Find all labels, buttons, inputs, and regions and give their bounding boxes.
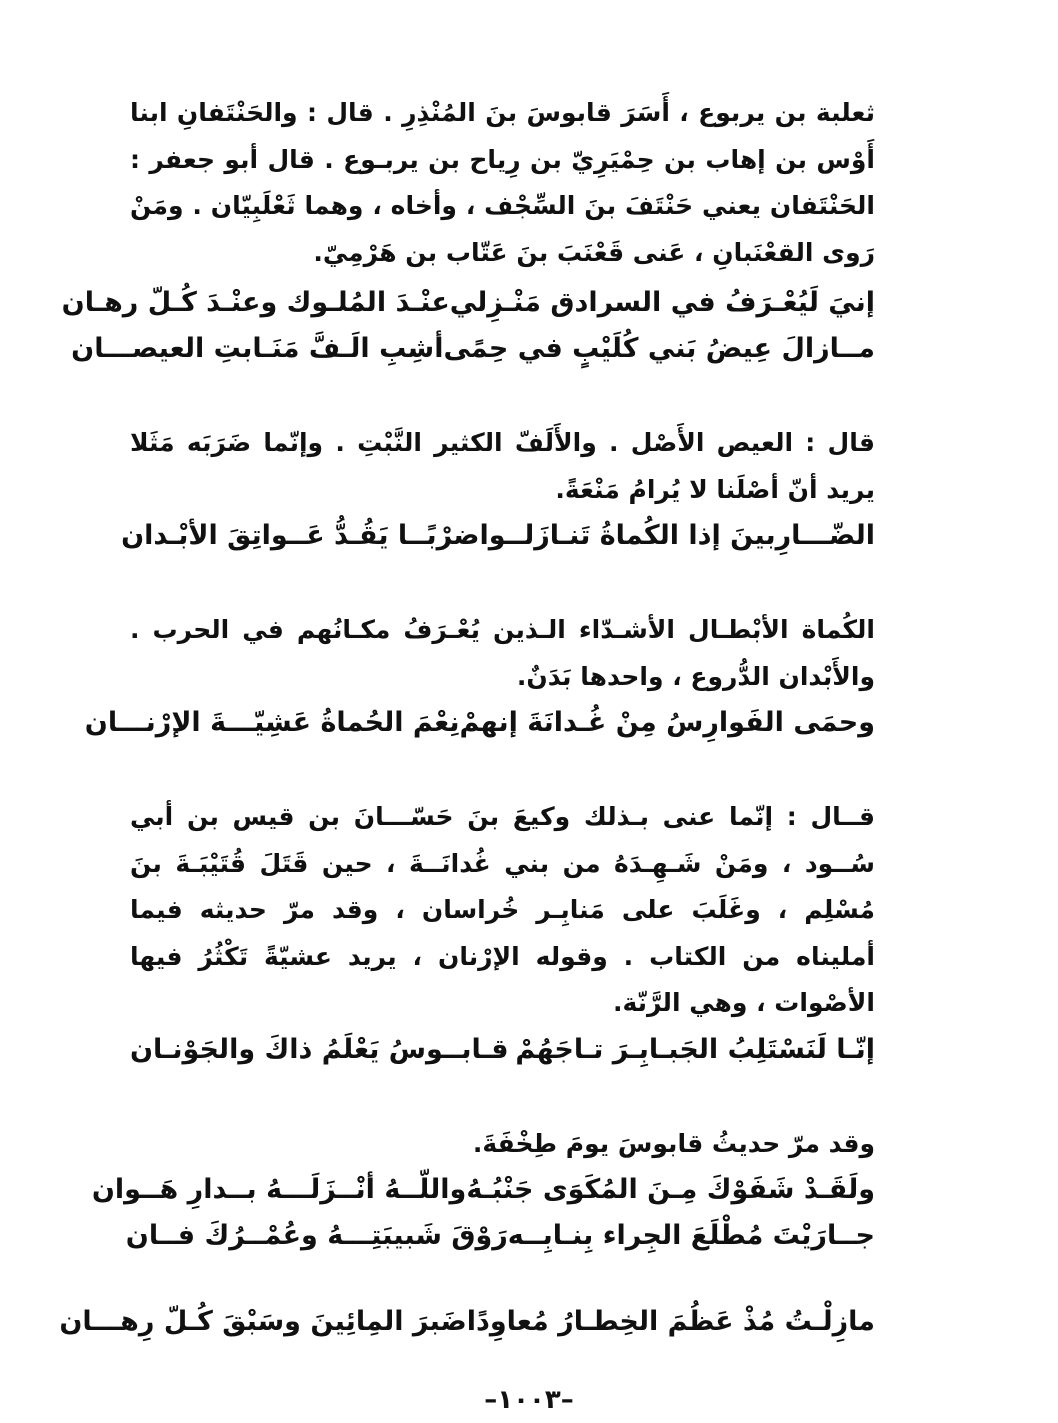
verse-line-1	[61, 280, 875, 326]
verse-8-second-hemistich: ضَبرَ المِائِينَ وسَبْقَ كُـلّ رِهـــان	[59, 1306, 467, 1337]
verse-line-6	[91, 1167, 875, 1213]
prose-paragraph-1: ثعلبة بن يربوع ، أَسَرَ قابوسَ بنَ المُنْذِرِ . قال : والحَنْتَفانِ ابنا أَوْس بن إهاب بن حِمْيَرِيّ بن رِياح بن يربـوع . قال أبو جعفر : الحَنْتَفان يعني حَنْتَفَ بنَ السِّجْف ، وأخاه ، وهما ثَعْلَبِيّان . ومَنْ رَوى القعْنَبانِ ، عَنى قَعْنَبَ بنَ عَتّاب بن هَرْمِيّ.	[130, 98, 875, 267]
verse-line-3	[121, 513, 875, 559]
verse-line-8	[59, 1299, 875, 1345]
verse-5-second-hemistich: قـابــوسُ يَعْلَمُ ذاكَ والجَوْنـان	[130, 1033, 509, 1065]
verse-6-second-hemistich: واللّــهُ أنْــزَلَـــهُ بــدارِ هَــوان	[91, 1174, 467, 1205]
verse-5-first-hemistich: إنّـا لَنَسْتَلِبُ الجَبـابِـرَ تـاجَهُمْ	[515, 1033, 875, 1065]
verse-3-first-hemistich: الضّـــارِبينَ إذا الكُماةُ تَنـازَلــوا	[479, 520, 875, 551]
prose-paragraph-3: الكُماة الأبْطـال الأشـدّاء الـذين يُعْـرَفُ مكـانُهم في الحرب . والأَبْدان الدُّروع ، واحدها بَدَنٌ.	[130, 615, 875, 691]
verse-2-first-hemistich: مــازالَ عِيضُ بَني كُلَيْبٍ في حِمًى	[443, 333, 875, 364]
verse-3-second-hemistich: ضرْبًــا يَقُـدُّ عَــواتِقَ الأبْـدان	[121, 520, 480, 551]
verse-7-first-hemistich: جــارَيْتَ مُطْلَعَ الجِراء بِنـابِــه	[507, 1220, 875, 1251]
verse-2-second-hemistich: أشِبِ الَـفَّ مَنَـابتِ العيصـــان	[71, 333, 444, 364]
verse-line-5	[130, 1027, 875, 1073]
prose-paragraph-5: وقد مرّ حديثُ قابوسَ يومَ طِخْفَةَ.	[472, 1128, 875, 1158]
verse-1-first-hemistich: إنيَ لَيُعْـرَفُ في السرادق مَنْـزِلي	[449, 287, 875, 318]
verse-line-7	[125, 1213, 875, 1259]
verse-4-first-hemistich: وحمَى الفَوارِسُ مِنْ غُـدانَةَ إنهمْ	[459, 707, 875, 738]
verse-7-second-hemistich: رَوْقَ شَبيبَتِـــهُ وعُمْــرُكَ فــان	[125, 1220, 508, 1251]
page-number: –١٠٠٣–	[484, 1385, 574, 1415]
verse-6-first-hemistich: ولَقَـدْ شَفَوْكَ مِـنَ المُكَوَى جَنْبُـهُ	[466, 1174, 875, 1205]
verse-8-first-hemistich: مازِلْـتُ مُذْ عَظُمَ الخِطـارُ مُعاوِدًا	[466, 1306, 875, 1337]
page-body	[59, 90, 875, 1345]
prose-paragraph-4: قــال : إنّما عنى بـذلك وكيعَ بنَ حَسّـــانَ بن قيس بن أبي سُــود ، ومَنْ شَـهِـدَهُ من بني غُدانَــةَ ، حين قَتَلَ قُتَيْبَـةَ بنَ مُسْلِم ، وغَلَبَ على مَنابِـر خُراسان ، وقد مرّ حديثه فيما أمليناه من الكتاب . وقوله الإرْنان ، يريد عشيّةً تَكْثُرُ فيها الأصْوات ، وهي الرَّنّة.	[130, 802, 875, 1017]
prose-paragraph-2: قال : العيص الأَصْل . والأَلَفّ الكثير النَّبْتِ . وإنّما ضَرَبَه مَثَلا يريد أنّ أصْلَنا لا يُرامُ مَنْعَةً.	[130, 428, 875, 504]
verse-line-4	[84, 700, 875, 746]
verse-line-2	[71, 326, 875, 372]
verse-4-second-hemistich: نِعْمَ الحُماةُ عَشِيّـــةَ الإرْنـــان	[84, 707, 460, 738]
verse-1-second-hemistich: عنْـدَ المُلـوك وعنْـدَ كُـلّ رهـان	[61, 287, 450, 318]
